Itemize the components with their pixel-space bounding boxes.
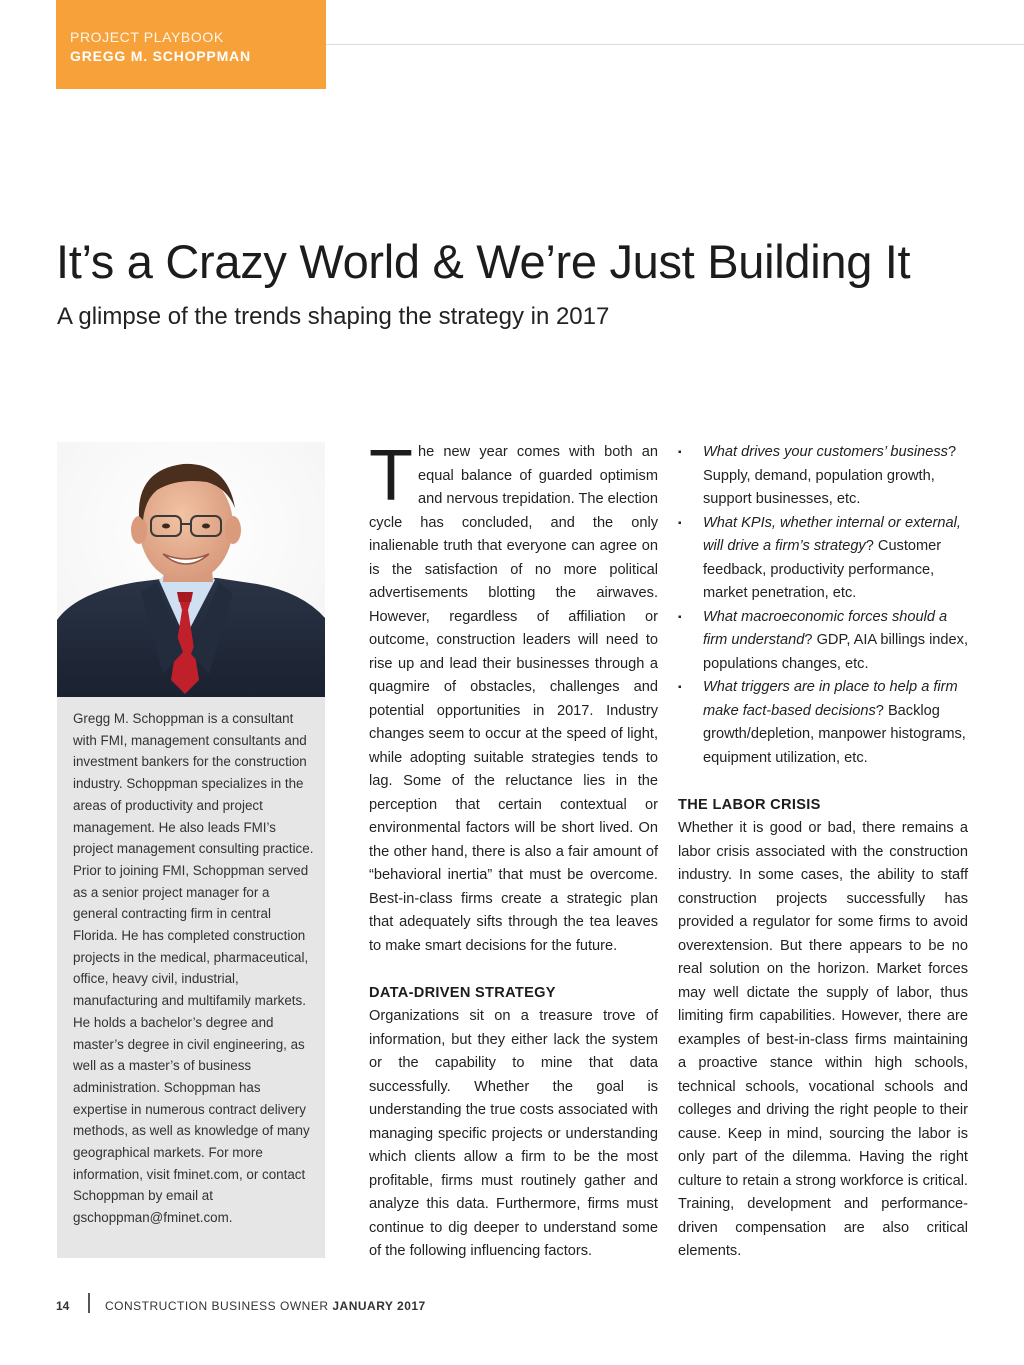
list-item: ▪ What KPIs, whether internal or external, will drive a firm’s strategy? Customer feedback, productivity performance, market penetration, etc.: [678, 512, 968, 606]
publication-name: CONSTRUCTION BUSINESS OWNER: [105, 1299, 329, 1313]
section-label: PROJECT PLAYBOOK: [70, 29, 224, 45]
article-title: It’s a Crazy World & We’re Just Building It: [56, 235, 911, 288]
section-body-data-driven: Organizations sit on a treasure trove of information, but they either lack the system or the capability to mine that data successfully. Whether the goal is understanding the true costs associated with managing specific projects or understanding which clients allow a firm to be the most profitable, firms must routinely gather and analyze this data. Furthermore, firms must continue to dig deeper to understand some of the following influencing factors.: [369, 1008, 658, 1259]
section-body-labor-crisis: Whether it is good or bad, there remains a labor crisis associated with the construction industry. In some cases, the ability to staff construction projects successfully has provided a regulator for some firms to avoid overextension. But there appears to be no real solution on the horizon. Market forces may well dictate the supply of labor, thus limiting firm capabilities. However, there are examples of best-in-class firms maintaining a proactive stance within high schools, technical schools, vocational schools and colleges and driving the right people to their cause. Keep in mind, sourcing the labor is only part of the dilemma. Having the right culture to retain a strong workforce is critical. Training, development and performance-driven compensation are also critical elements.: [678, 820, 968, 1259]
article-column-1: [369, 436, 658, 1264]
list-item: ▪ What drives your customers’ business? Supply, demand, population growth, support businesses, etc.: [678, 441, 968, 512]
section-heading-data-driven: DATA-DRIVEN STRATEGY: [369, 984, 556, 1001]
bullet-icon: ▪: [678, 611, 682, 623]
intro-paragraph: [369, 436, 658, 958]
footer-divider: [88, 1293, 90, 1313]
author-bio: Gregg M. Schoppman is a consultant with FMI, management consultants and investment bankers for the construction industry. Schoppman specializes in the areas of productivity and project management. He also leads FMI’s project management consulting practice. Prior to joining FMI, Schoppman served as a senior project manager for a general contracting firm in central Florida. He has completed construction projects in the medical, pharmaceutical, office, heavy civil, industrial, manufacturing and multifamily markets. He holds a bachelor’s degree and master’s degree in civil engineering, as well as a master’s of business administration. Schoppman has expertise in numerous contract delivery methods, as well as knowledge of many geographical markets. For more information, visit fminet.com, or contact Schoppman by email at gschoppman@fminet.com.: [57, 697, 325, 1258]
list-item: ▪ What macroeconomic forces should a firm understand? GDP, AIA billings index, populations changes, etc.: [678, 606, 968, 677]
drop-cap: T: [369, 436, 413, 516]
header-rule: [326, 44, 1024, 45]
bullet-icon: ▪: [678, 517, 682, 529]
article-subtitle: A glimpse of the trends shaping the strategy in 2017: [57, 303, 610, 330]
page-number: 14: [56, 1299, 70, 1313]
intro-text: he new year comes with both an equal balance of guarded optimism and nervous trepidation. The election cycle has concluded, and the only inalienable truth that everyone can agree on is the satisfaction of no more political advertisements blotting the airwaves. However, regardless of affiliation or outcome, construction leaders will need to rise up and lead their businesses through a quagmire of obstacles, challenges and potential opportunities in 2017. Industry changes seem to occur at the speed of light, while adopting suitable strategies tends to lag. Some of the reluctance lies in the perception that certain contextual or environmental factors will be short lived. On the other hand, there is also a fair amount of “behavioral inertia” that must be overcome. Best-in-class firms create a strategic plan that adequately sifts through the tea leaves to make smart decisions for the future.: [369, 444, 658, 954]
factor-list: [678, 441, 968, 770]
section-tab: [56, 0, 326, 89]
issue-date: JANUARY 2017: [332, 1299, 426, 1313]
author-portrait-image: [57, 442, 325, 697]
author-photo: [57, 442, 325, 697]
list-item: ▪ What triggers are in place to help a firm make fact-based decisions? Backlog growth/depletion, manpower histograms, equipment utilization, etc.: [678, 676, 968, 770]
section-heading-labor-crisis: THE LABOR CRISIS: [678, 796, 821, 813]
bullet-icon: ▪: [678, 447, 682, 458]
article-column-2: [678, 441, 968, 1264]
author-label: GREGG M. SCHOPPMAN: [70, 48, 251, 64]
bullet-icon: ▪: [678, 682, 682, 693]
publication-line: [105, 1299, 426, 1313]
